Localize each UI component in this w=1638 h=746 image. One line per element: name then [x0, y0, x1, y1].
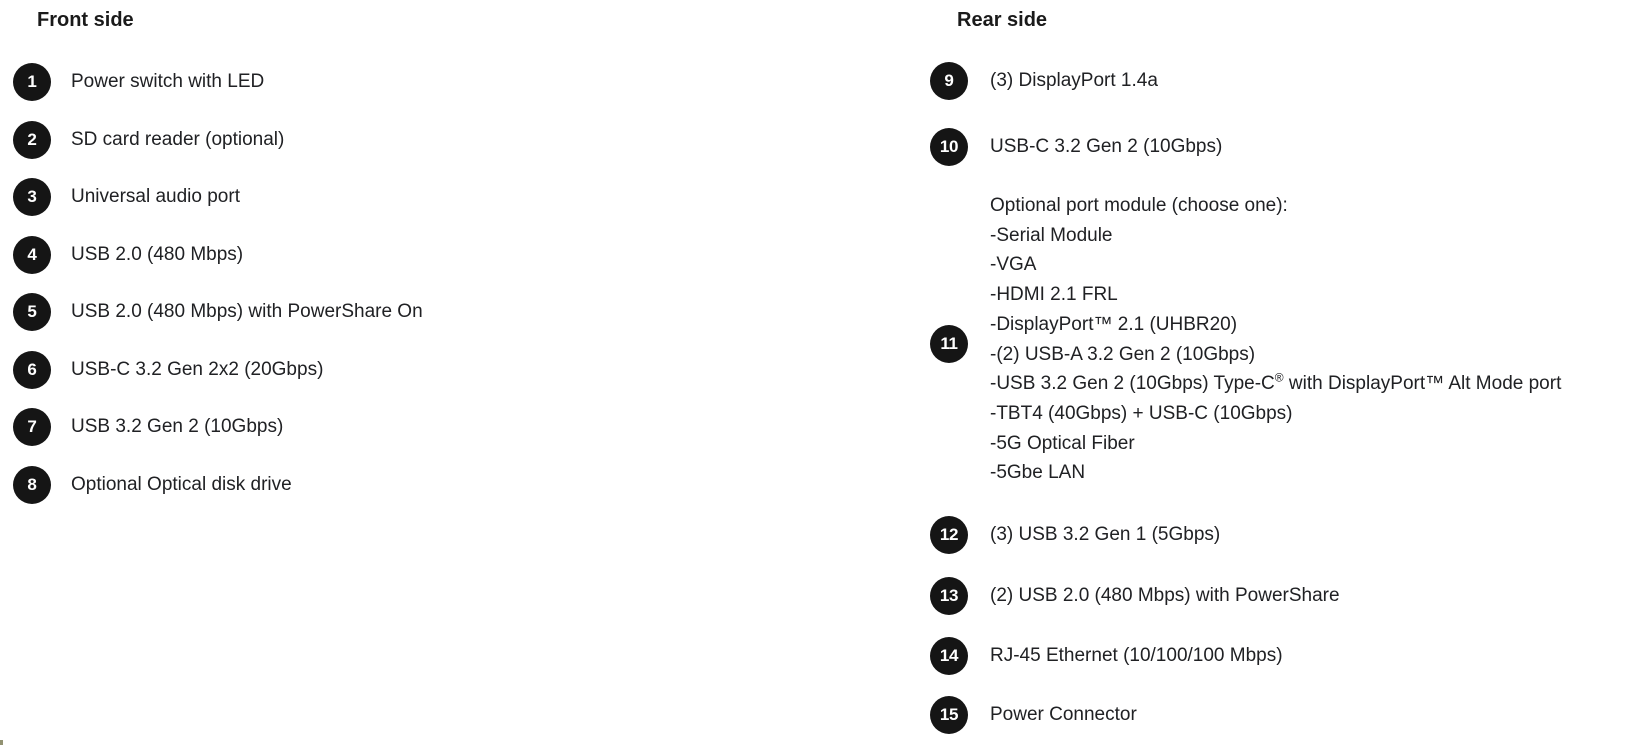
front-item-7-badge: 7 — [13, 408, 51, 446]
module-option-vga: -VGA — [990, 254, 1037, 276]
front-item-3-label: Universal audio port — [71, 186, 240, 207]
front-item-6-badge: 6 — [13, 351, 51, 389]
rear-item-9 — [930, 62, 1158, 100]
front-item-5-badge: 5 — [13, 293, 51, 331]
rear-item-11-options — [990, 191, 1561, 488]
rear-item-13-badge: 13 — [930, 577, 968, 615]
module-intro: Optional port module (choose one): — [990, 195, 1288, 216]
module-option-usb-a: -(2) USB-A 3.2 Gen 2 (10Gbps) — [990, 343, 1256, 365]
rear-item-10-label: USB-C 3.2 Gen 2 (10Gbps) — [990, 136, 1223, 157]
front-side-heading: Front side — [37, 9, 134, 31]
front-item-8 — [13, 466, 292, 504]
rear-item-14-label: RJ-45 Ethernet (10/100/100 Mbps) — [990, 645, 1283, 666]
module-option-usbc-dp-alt — [990, 369, 1561, 399]
module-option-hdmi: -HDMI 2.1 FRL — [990, 284, 1118, 306]
rear-item-12-badge: 12 — [930, 516, 968, 554]
module-option-optical-fiber: -5G Optical Fiber — [990, 432, 1135, 454]
rear-item-15-badge: 15 — [930, 696, 968, 734]
module-option-5gbe-lan: -5Gbe LAN — [990, 462, 1086, 484]
rear-item-14 — [930, 637, 1283, 675]
front-item-4-badge: 4 — [13, 236, 51, 274]
module-option-usbc-dp-alt-post: with DisplayPort™ Alt Mode port — [1283, 373, 1562, 395]
front-item-6 — [13, 351, 323, 389]
module-option-serial: -Serial Module — [990, 224, 1113, 246]
rear-side-heading: Rear side — [957, 9, 1048, 31]
front-item-4-label: USB 2.0 (480 Mbps) — [71, 244, 244, 265]
module-option-displayport: -DisplayPort™ 2.1 (UHBR20) — [990, 313, 1238, 335]
rear-item-10-badge: 10 — [930, 128, 968, 166]
rear-item-14-badge: 14 — [930, 637, 968, 675]
front-item-2-label: SD card reader (optional) — [71, 129, 285, 150]
module-option-tbt4: -TBT4 (40Gbps) + USB-C (10Gbps) — [990, 402, 1293, 424]
rear-item-13 — [930, 577, 1340, 615]
rear-item-9-badge: 9 — [930, 62, 968, 100]
module-option-usbc-dp-alt-pre: -USB 3.2 Gen 2 (10Gbps) Type-C — [990, 373, 1275, 395]
front-item-3-badge: 3 — [13, 178, 51, 216]
registered-mark: ® — [1274, 370, 1284, 385]
front-item-1 — [13, 63, 264, 101]
front-item-5-label: USB 2.0 (480 Mbps) with PowerShare On — [71, 301, 423, 322]
rear-item-15-label: Power Connector — [990, 704, 1137, 725]
front-item-7-label: USB 3.2 Gen 2 (10Gbps) — [71, 416, 284, 437]
front-item-2-badge: 2 — [13, 121, 51, 159]
front-item-4 — [13, 236, 243, 274]
rear-item-11-badge: 11 — [930, 325, 968, 363]
rear-item-9-label: (3) DisplayPort 1.4a — [990, 70, 1158, 91]
front-item-1-label: Power switch with LED — [71, 71, 265, 92]
front-item-1-badge: 1 — [13, 63, 51, 101]
front-item-7 — [13, 408, 283, 446]
rear-item-10 — [930, 128, 1222, 166]
front-item-3 — [13, 178, 240, 216]
front-item-2 — [13, 121, 284, 159]
front-item-8-label: Optional Optical disk drive — [71, 474, 292, 495]
bottom-left-pixel-artifact — [0, 740, 3, 745]
rear-item-12 — [930, 516, 1220, 554]
rear-item-13-label: (2) USB 2.0 (480 Mbps) with PowerShare — [990, 585, 1340, 606]
front-item-6-label: USB-C 3.2 Gen 2x2 (20Gbps) — [71, 359, 324, 380]
rear-item-15 — [930, 696, 1137, 734]
front-item-8-badge: 8 — [13, 466, 51, 504]
front-item-5 — [13, 293, 423, 331]
rear-item-12-label: (3) USB 3.2 Gen 1 (5Gbps) — [990, 524, 1221, 545]
